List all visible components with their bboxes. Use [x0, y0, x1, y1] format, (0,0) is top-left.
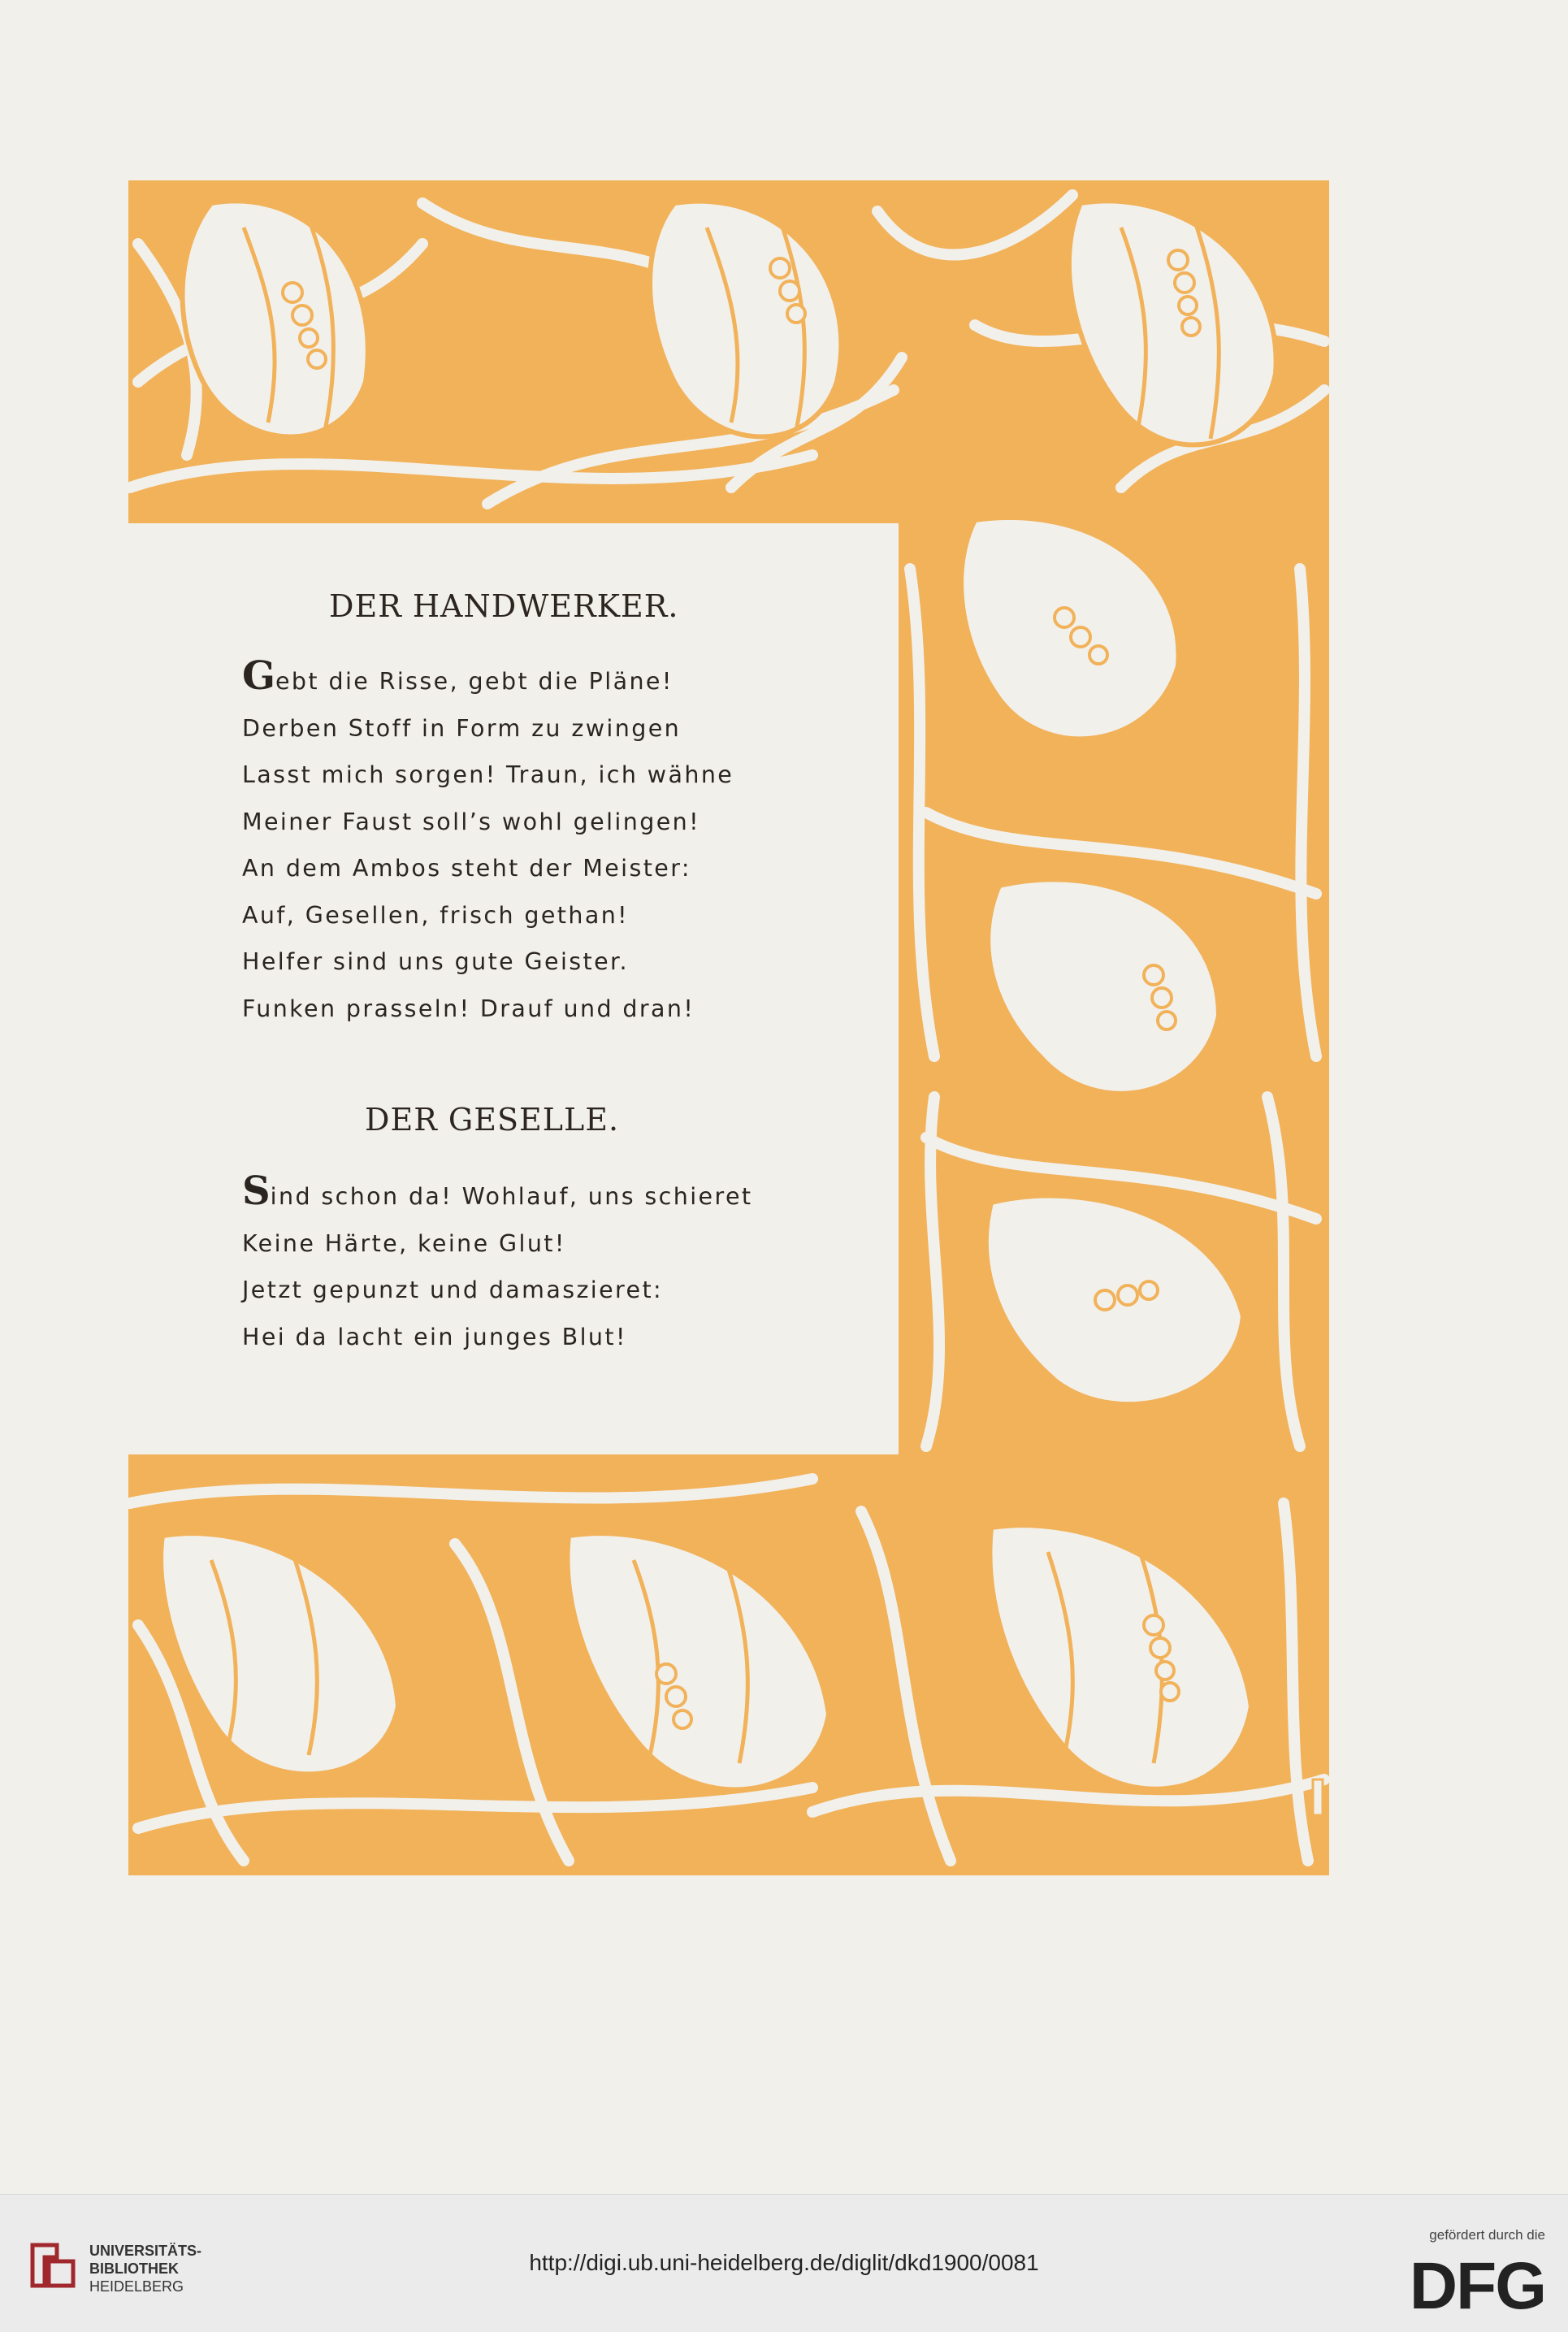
poem-line: An dem Ambos steht der Meister: [242, 855, 691, 882]
poem-line-text: ind schon da! Wohlauf, uns schieret [270, 1183, 753, 1210]
poem-line: Hei da lacht ein junges Blut! [242, 1323, 627, 1350]
poem-line: Keine Härte, keine Glut! [242, 1229, 566, 1257]
funding-note: gefördert durch die [1429, 2227, 1545, 2243]
library-name-line: HEIDELBERG [89, 2278, 184, 2295]
poem-body [242, 653, 734, 1032]
poem-line-text: ebt die Risse, gebt die Pläne! [275, 668, 674, 695]
ornament-right-band [899, 518, 1329, 1454]
poem-line: Lasst mich sorgen! Traun, ich wähne [242, 761, 734, 788]
library-name-line: UNIVERSITÄTS- [89, 2243, 202, 2259]
poem-line: Derben Stoff in Form zu zwingen [242, 714, 682, 742]
ornament-bottom-band [128, 1454, 1329, 1875]
poem-line [242, 653, 734, 705]
poem-line: Auf, Gesellen, frisch gethan! [242, 901, 629, 929]
poem-title: DER GESELLE. [365, 1102, 620, 1138]
poem-line: Helfer sind uns gute Geister. [242, 948, 630, 975]
drop-initial: G [242, 653, 275, 699]
poem-line: Meiner Faust soll’s wohl gelingen! [242, 808, 700, 835]
poem-line [242, 1168, 753, 1220]
digitization-footer [0, 2194, 1568, 2332]
source-url-link[interactable]: http://digi.ub.uni-heidelberg.de/diglit/dkd1900/0081 [529, 2250, 1039, 2275]
poem-line: Funken prasseln! Drauf und dran! [242, 995, 695, 1022]
library-name-line: BIBLIOTHEK [89, 2260, 179, 2277]
ornament-top-band [128, 180, 1329, 523]
dfg-logo: DFG [1409, 2249, 1545, 2323]
poem-title: DER HANDWERKER. [329, 588, 679, 624]
poem-line: Jetzt gepunzt und damaszieret: [242, 1277, 664, 1303]
poem-body [242, 1168, 753, 1360]
drop-initial: S [242, 1168, 271, 1214]
